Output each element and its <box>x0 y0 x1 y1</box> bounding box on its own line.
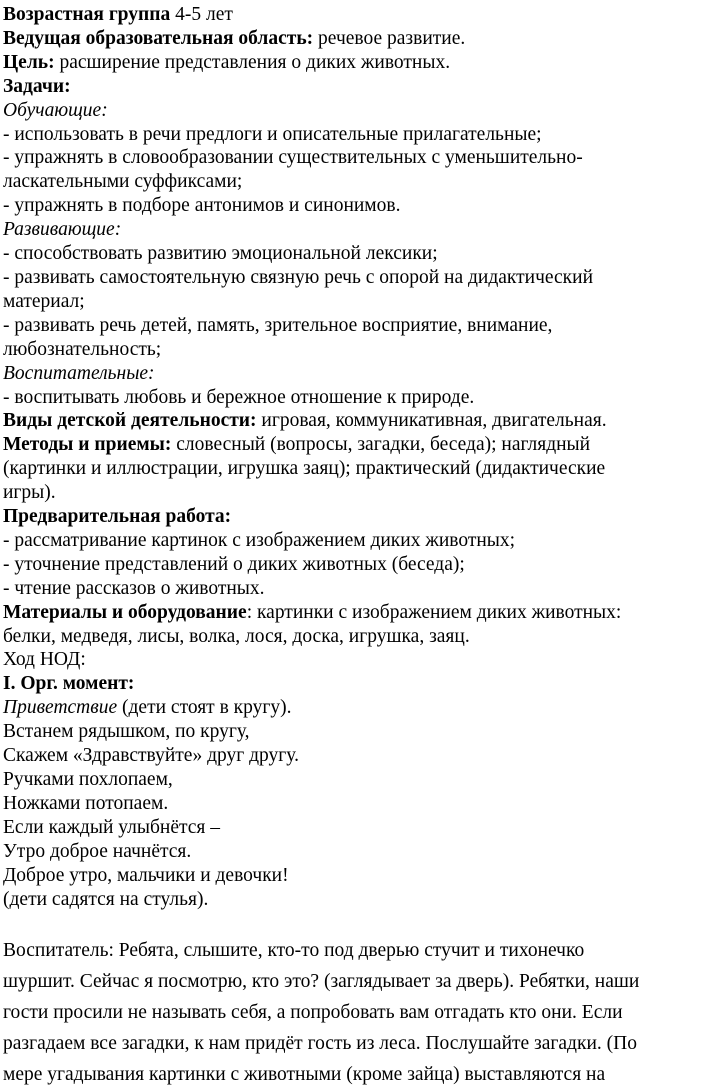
methods-value: словесный (вопросы, загадки, беседа); наглядный <box>171 434 591 456</box>
teacher-paragraph-line: разгадаем все загадки, к нам придёт гость из леса. Послушайте загадки. (По <box>3 1033 637 1055</box>
teaching-item: - использовать в речи предлоги и описательные прилагательные; <box>3 123 542 145</box>
poem-line: Утро доброе начнётся. <box>3 840 192 862</box>
teacher-paragraph-line: гости просили не называть себя, а попробовать вам отгадать кто они. Если <box>3 1002 623 1024</box>
preliminary-item: - чтение рассказов о животных. <box>3 577 265 599</box>
greeting-line <box>3 696 704 720</box>
poem-line: Ручками похлопаем, <box>3 769 173 790</box>
educational-area-value: речевое развитие. <box>313 27 466 49</box>
poem-line: (дети садятся на стулья). <box>3 888 209 910</box>
materials-line <box>3 601 704 625</box>
methods-line <box>3 433 704 457</box>
educational-area-line <box>3 27 704 51</box>
teacher-paragraph-line: мере угадывания картинки с животными (кроме зайца) выставляются на <box>3 1064 606 1086</box>
materials-line-cont: белки, медведя, лисы, волка, лося, доска, игрушка, заяц. <box>3 625 470 647</box>
preliminary-heading: Предварительная работа: <box>3 506 232 528</box>
preliminary-item: - рассматривание картинок с изображением диких животных; <box>3 529 516 551</box>
developing-item: материал; <box>3 290 85 312</box>
educational-subheading: Воспитательные: <box>3 362 155 384</box>
goal-value: расширение представления о диких животных. <box>54 51 451 73</box>
methods-line-cont: (картинки и иллюстрации, игрушка заяц); практический (дидактические <box>3 458 606 480</box>
goal-label: Цель: <box>3 51 55 73</box>
teacher-paragraph-line: Воспитатель: Ребята, слышите, кто-то под дверью стучит и тихонечко <box>3 940 585 962</box>
educational-item: - воспитывать любовь и бережное отношение к природе. <box>3 386 475 408</box>
activities-value: игровая, коммуникативная, двигательная. <box>256 410 607 432</box>
developing-item: - развивать самостоятельную связную речь с опорой на дидактический <box>3 266 594 288</box>
poem-line: Доброе утро, мальчики и девочки! <box>3 864 289 886</box>
activities-line <box>3 409 704 433</box>
teaching-subheading: Обучающие: <box>3 99 108 121</box>
age-group-value: 4-5 лет <box>170 4 233 25</box>
methods-label: Методы и приемы: <box>3 434 172 456</box>
goal-line <box>3 51 704 75</box>
age-group-line <box>3 3 704 27</box>
poem-line: Если каждый улыбнётся – <box>3 816 220 838</box>
materials-label: Материалы и оборудование <box>3 601 247 623</box>
greeting-note: (дети стоят в кругу). <box>117 697 292 719</box>
course-heading: Ход НОД: <box>3 649 86 671</box>
developing-item: - способствовать развитию эмоциональной лексики; <box>3 243 438 265</box>
teaching-item: - упражнять в подборе антонимов и синонимов. <box>3 195 401 217</box>
developing-item: любознательность; <box>3 338 162 360</box>
teaching-item: ласкательными суффиксами; <box>3 171 243 193</box>
tasks-heading: Задачи: <box>3 75 71 97</box>
org-moment-heading: I. Орг. момент: <box>3 673 135 695</box>
paragraph-gap <box>3 911 704 935</box>
developing-subheading: Развивающие: <box>3 219 122 241</box>
developing-item: - развивать речь детей, память, зрительное восприятие, внимание, <box>3 314 553 336</box>
methods-line-cont: игры). <box>3 482 56 504</box>
poem-line: Встанем рядышком, по кругу, <box>3 721 250 743</box>
materials-value: : картинки с изображением диких животных: <box>246 601 622 623</box>
teaching-item: - упражнять в словообразовании существительных с уменьшительно- <box>3 147 583 169</box>
age-group-label: Возрастная группа <box>3 4 171 25</box>
poem-line: Ножками потопаем. <box>3 792 169 814</box>
poem-line: Скажем «Здравствуйте» друг другу. <box>3 745 299 767</box>
greeting-label: Приветствие <box>3 697 118 719</box>
activities-label: Виды детской деятельности: <box>3 410 257 432</box>
educational-area-label: Ведущая образовательная область: <box>3 27 314 49</box>
teacher-paragraph-line: шуршит. Сейчас я посмотрю, кто это? (заглядывает за дверь). Ребятки, наши <box>3 971 640 993</box>
preliminary-item: - уточнение представлений о диких животных (беседа); <box>3 553 465 575</box>
